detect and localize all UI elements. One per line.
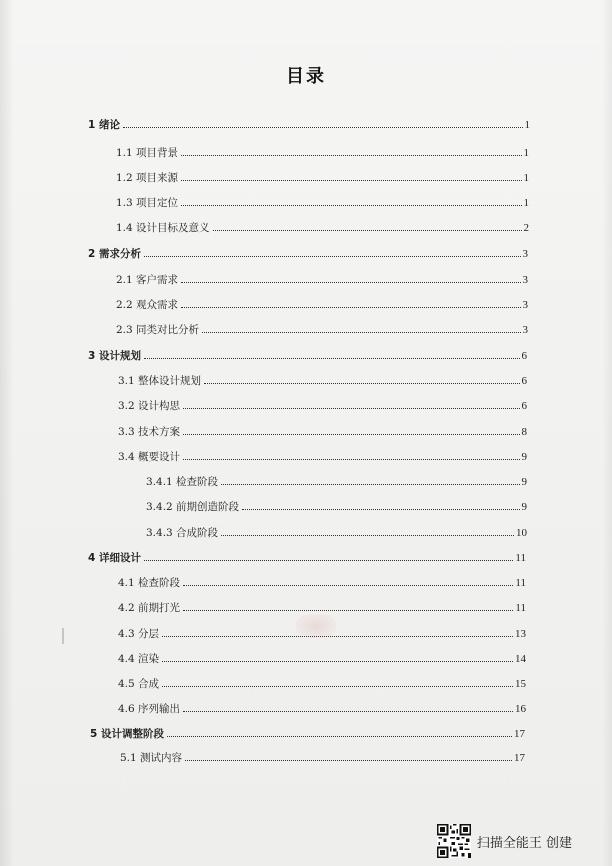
toc-entry-title: 3.4.2 前期创造阶段 — [146, 501, 240, 513]
toc-page-number: 3 — [522, 299, 528, 311]
toc-leader-dots — [221, 535, 514, 536]
toc-entry-title: 1 绪论 — [88, 119, 120, 131]
toc-page-number: 1 — [523, 147, 529, 159]
toc-entry-title: 3.4 概要设计 — [118, 451, 181, 463]
toc-entry — [120, 751, 525, 765]
toc-entry — [88, 349, 527, 363]
toc-leader-dots — [162, 636, 513, 637]
toc-entry — [118, 450, 527, 464]
toc-page-number: 6 — [521, 375, 527, 387]
toc-page-number: 3 — [522, 248, 528, 260]
toc-leader-dots — [183, 585, 513, 586]
toc-page-number: 15 — [515, 678, 526, 690]
toc-page-number: 1 — [524, 119, 530, 131]
faint-stamp — [296, 614, 336, 638]
toc-entry — [116, 323, 528, 337]
toc-leader-dots — [144, 560, 513, 561]
toc-entry — [90, 727, 525, 741]
toc-entry — [88, 118, 530, 132]
toc-entry-title: 3.4.3 合成阶段 — [146, 527, 219, 539]
toc-entry — [118, 601, 526, 615]
toc-leader-dots — [181, 282, 520, 283]
toc-entry-title: 4.5 合成 — [118, 678, 160, 690]
toc-entry-title: 2.3 同类对比分析 — [116, 324, 200, 336]
toc-leader-dots — [183, 408, 519, 409]
toc-entry — [116, 171, 529, 185]
toc-leader-dots — [183, 434, 519, 435]
toc-entry-title: 4.3 分层 — [118, 628, 160, 640]
toc-entry-title: 2.2 观众需求 — [116, 299, 179, 311]
toc-entry-title: 4.4 渲染 — [118, 653, 160, 665]
toc-leader-dots — [183, 610, 513, 611]
toc-entry — [146, 526, 527, 540]
scan-edge-shadow — [0, 0, 14, 866]
toc-entry-title: 1.1 项目背景 — [116, 147, 179, 159]
toc-leader-dots — [123, 127, 523, 128]
toc-page-number: 6 — [521, 350, 527, 362]
toc-page-number: 8 — [521, 426, 527, 438]
toc-page-number: 9 — [521, 476, 527, 488]
margin-mark — [62, 628, 64, 644]
toc-entry — [146, 500, 527, 514]
toc-leader-dots — [213, 230, 522, 231]
toc-leader-dots — [162, 661, 513, 662]
toc-leader-dots — [144, 358, 520, 359]
toc-page-number: 10 — [516, 527, 527, 539]
toc-leader-dots — [183, 459, 519, 460]
toc-page-number: 1 — [523, 197, 529, 209]
toc-entry — [88, 247, 528, 261]
toc-entry-title: 3.1 整体设计规划 — [118, 375, 202, 387]
toc-entry-title: 4.6 序列输出 — [118, 703, 181, 715]
toc-page-number: 16 — [515, 703, 526, 715]
toc-entry — [118, 702, 526, 716]
toc-leader-dots — [183, 711, 513, 712]
toc-entry-title: 3 设计规划 — [88, 350, 141, 362]
toc-page-number: 14 — [515, 653, 526, 665]
toc-entry — [146, 475, 527, 489]
toc-entry-title: 3.3 技术方案 — [118, 426, 181, 438]
toc-leader-dots — [181, 205, 521, 206]
toc-entry-title: 4 详细设计 — [88, 552, 141, 564]
toc-entry — [116, 273, 528, 287]
toc-leader-dots — [181, 307, 520, 308]
toc-leader-dots — [167, 736, 512, 737]
toc-page-number: 9 — [521, 451, 527, 463]
toc-entry-title: 2.1 客户需求 — [116, 274, 179, 286]
toc-entry-title: 4.2 前期打光 — [118, 602, 181, 614]
toc-leader-dots — [242, 509, 519, 510]
toc-leader-dots — [221, 484, 519, 485]
toc-page-number: 11 — [515, 552, 526, 564]
toc-page-number: 3 — [522, 324, 528, 336]
page-title: 目录 — [286, 66, 326, 87]
toc-entry — [118, 425, 527, 439]
toc-page-number: 11 — [515, 602, 526, 614]
toc-entry — [118, 399, 527, 413]
toc-entry — [116, 221, 529, 235]
toc-entry-title: 2 需求分析 — [88, 248, 141, 260]
toc-entry — [118, 677, 526, 691]
toc-page-number: 17 — [514, 728, 525, 740]
qr-code-icon — [437, 824, 471, 858]
toc-page-number: 3 — [522, 274, 528, 286]
toc-entry-title: 4.1 检查阶段 — [118, 577, 181, 589]
toc-entry-title: 1.3 项目定位 — [116, 197, 179, 209]
toc-entry-title: 3.2 设计构思 — [118, 400, 181, 412]
scanner-watermark — [437, 824, 572, 858]
toc-entry — [116, 196, 529, 210]
toc-entry — [118, 576, 526, 590]
toc-entry-title: 5 设计调整阶段 — [90, 728, 164, 740]
toc-entry-title: 1.2 项目来源 — [116, 172, 179, 184]
toc-entry — [118, 374, 527, 388]
toc-page-number: 13 — [515, 628, 526, 640]
toc-entry-title: 3.4.1 检查阶段 — [146, 476, 219, 488]
toc-entry — [116, 146, 529, 160]
toc-entry-title: 1.4 设计目标及意义 — [116, 222, 210, 234]
toc-page-number: 9 — [521, 501, 527, 513]
toc-entry — [118, 652, 526, 666]
toc-entry — [116, 298, 528, 312]
scan-edge-shadow-right — [602, 0, 612, 866]
toc-leader-dots — [204, 383, 519, 384]
toc-page-number: 2 — [523, 222, 529, 234]
toc-page-number: 17 — [514, 752, 525, 764]
toc-page-number: 1 — [523, 172, 529, 184]
toc-entry-title: 5.1 测试内容 — [120, 752, 183, 764]
toc-entry — [88, 551, 526, 565]
toc-page-number: 11 — [515, 577, 526, 589]
watermark-text: 扫描全能王 创建 — [476, 835, 572, 851]
toc-leader-dots — [185, 760, 512, 761]
toc-page-number: 6 — [521, 400, 527, 412]
toc-leader-dots — [181, 155, 521, 156]
toc-leader-dots — [202, 332, 520, 333]
toc-leader-dots — [162, 686, 513, 687]
toc-leader-dots — [144, 256, 521, 257]
toc-leader-dots — [181, 180, 521, 181]
